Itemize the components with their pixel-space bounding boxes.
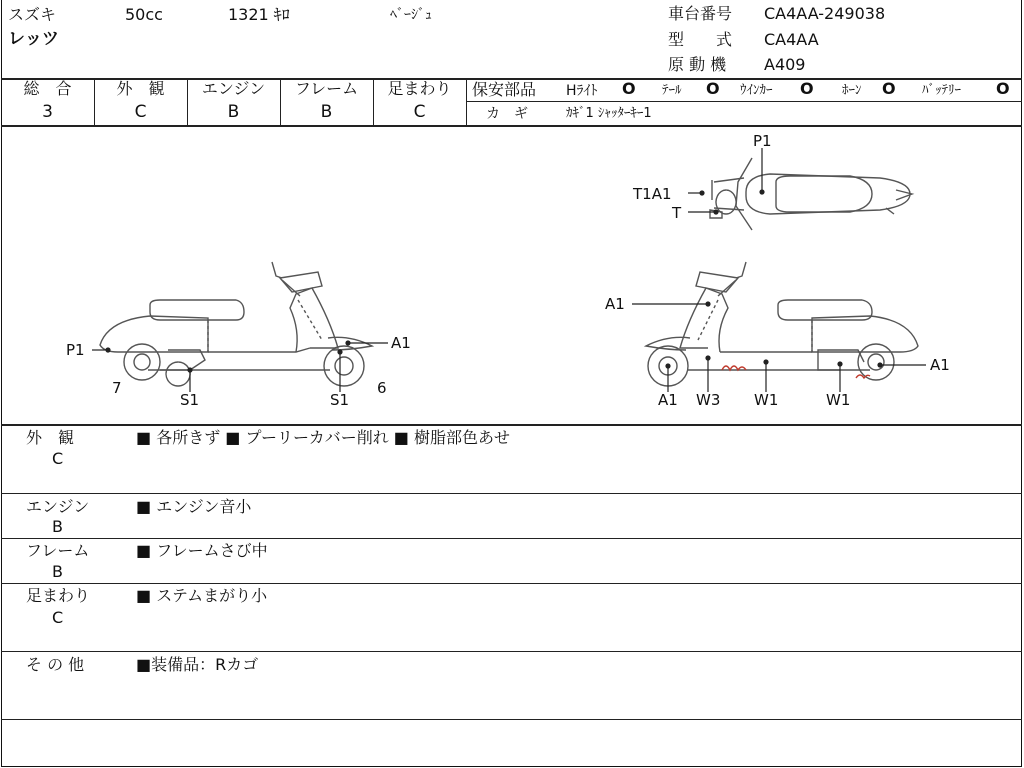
diagram-label: A1 — [605, 295, 625, 313]
color: ﾍﾞｰｼﾞｭ — [390, 7, 432, 23]
diagram-label: P1 — [753, 132, 772, 150]
diagram-label: A1 — [391, 334, 411, 352]
divider — [1, 424, 1022, 426]
diagram-label: W3 — [696, 391, 721, 409]
left-side-scooter-drawing — [100, 262, 372, 386]
frame-number-label: 車台番号 — [668, 4, 733, 23]
diagram-label: 7 — [112, 379, 122, 397]
exterior-grade: C — [134, 102, 147, 122]
diagram-label: A1 — [658, 391, 678, 409]
diagram-label: 6 — [377, 379, 387, 397]
model-name: レッツ — [8, 29, 59, 49]
diagram-label: W1 — [826, 391, 851, 409]
safety-item-horn: ﾎｰﾝ — [842, 83, 862, 98]
remark-label-other: そ の 他 — [26, 655, 85, 674]
divider — [1, 651, 1022, 652]
annotation-leaders — [92, 148, 926, 392]
remark-label-engine: エンジン — [26, 497, 90, 516]
annotation-labels — [66, 132, 950, 409]
diagram-label: S1 — [180, 391, 200, 409]
safety-mark-winker: O — [800, 79, 814, 98]
remark-label-exterior: 外 観 — [26, 428, 75, 447]
divider — [1, 719, 1022, 720]
key-value: ｶｷﾞ1 ｼｬｯﾀｰｷｰ1 — [566, 106, 652, 121]
frame-grade-label: フレーム — [294, 79, 359, 98]
remark-text-exterior: ■ 各所きず ■ プーリーカバー削れ ■ 樹脂部色あせ — [136, 428, 510, 447]
maker: スズキ — [8, 5, 57, 24]
divider — [1, 493, 1022, 494]
overall-label: 総 合 — [23, 79, 72, 98]
remark-text-other: ■装備品：Rカゴ — [136, 655, 259, 674]
remark-grade-engine: B — [52, 517, 63, 536]
type-label: 型 式 — [668, 30, 733, 49]
engine-grade: B — [227, 102, 240, 122]
type-value: CA4AA — [764, 30, 819, 49]
remark-grade-suspension: C — [52, 608, 64, 627]
key-label: カ ギ — [486, 106, 528, 122]
engine-grade-label: エンジン — [201, 79, 266, 98]
safety-mark-battery: O — [996, 79, 1010, 98]
top-view-scooter-drawing — [710, 158, 912, 230]
suspension-grade: C — [413, 102, 426, 122]
diagram-label: T1A1 — [633, 185, 672, 203]
divider — [1, 538, 1022, 539]
overall-grade: 3 — [42, 102, 53, 122]
remark-text-engine: ■ エンジン音小 — [136, 497, 252, 516]
remark-label-suspension: 足まわり — [26, 586, 91, 605]
safety-mark-tail: O — [706, 79, 720, 98]
safety-item-headlight: Hﾗｲﾄ — [566, 83, 598, 99]
right-side-scooter-drawing — [646, 262, 918, 386]
diagram-label: A1 — [930, 356, 950, 374]
mileage: 1321 ｷﾛ — [228, 5, 290, 24]
divider — [1, 583, 1022, 584]
frame-number: CA4AA-249038 — [764, 4, 886, 23]
safety-mark-headlight: O — [622, 79, 636, 98]
safety-mark-horn: O — [882, 79, 896, 98]
remark-text-frame: ■ フレームさび中 — [136, 541, 268, 560]
diagram-label: P1 — [66, 341, 85, 359]
safety-label: 保安部品 — [472, 80, 537, 99]
suspension-grade-label: 足まわり — [387, 79, 452, 98]
remark-grade-exterior: C — [52, 449, 64, 468]
remark-text-suspension: ■ ステムまがり小 — [136, 586, 268, 605]
remark-label-frame: フレーム — [26, 541, 90, 560]
safety-item-tail: ﾃｰﾙ — [662, 83, 682, 98]
engine-value: A409 — [764, 55, 806, 74]
diagram-label: T — [672, 204, 682, 222]
safety-item-battery: ﾊﾞｯﾃﾘｰ — [922, 83, 961, 98]
exterior-label: 外 観 — [116, 79, 165, 98]
remark-grade-frame: B — [52, 562, 63, 581]
engine-label: 原 動 機 — [668, 55, 727, 74]
diagram-label: W1 — [754, 391, 779, 409]
frame-grade: B — [320, 102, 333, 122]
diagram-label: S1 — [330, 391, 350, 409]
displacement: 50cc — [125, 5, 163, 24]
safety-item-winker: ｳｲﾝｶｰ — [740, 83, 773, 98]
